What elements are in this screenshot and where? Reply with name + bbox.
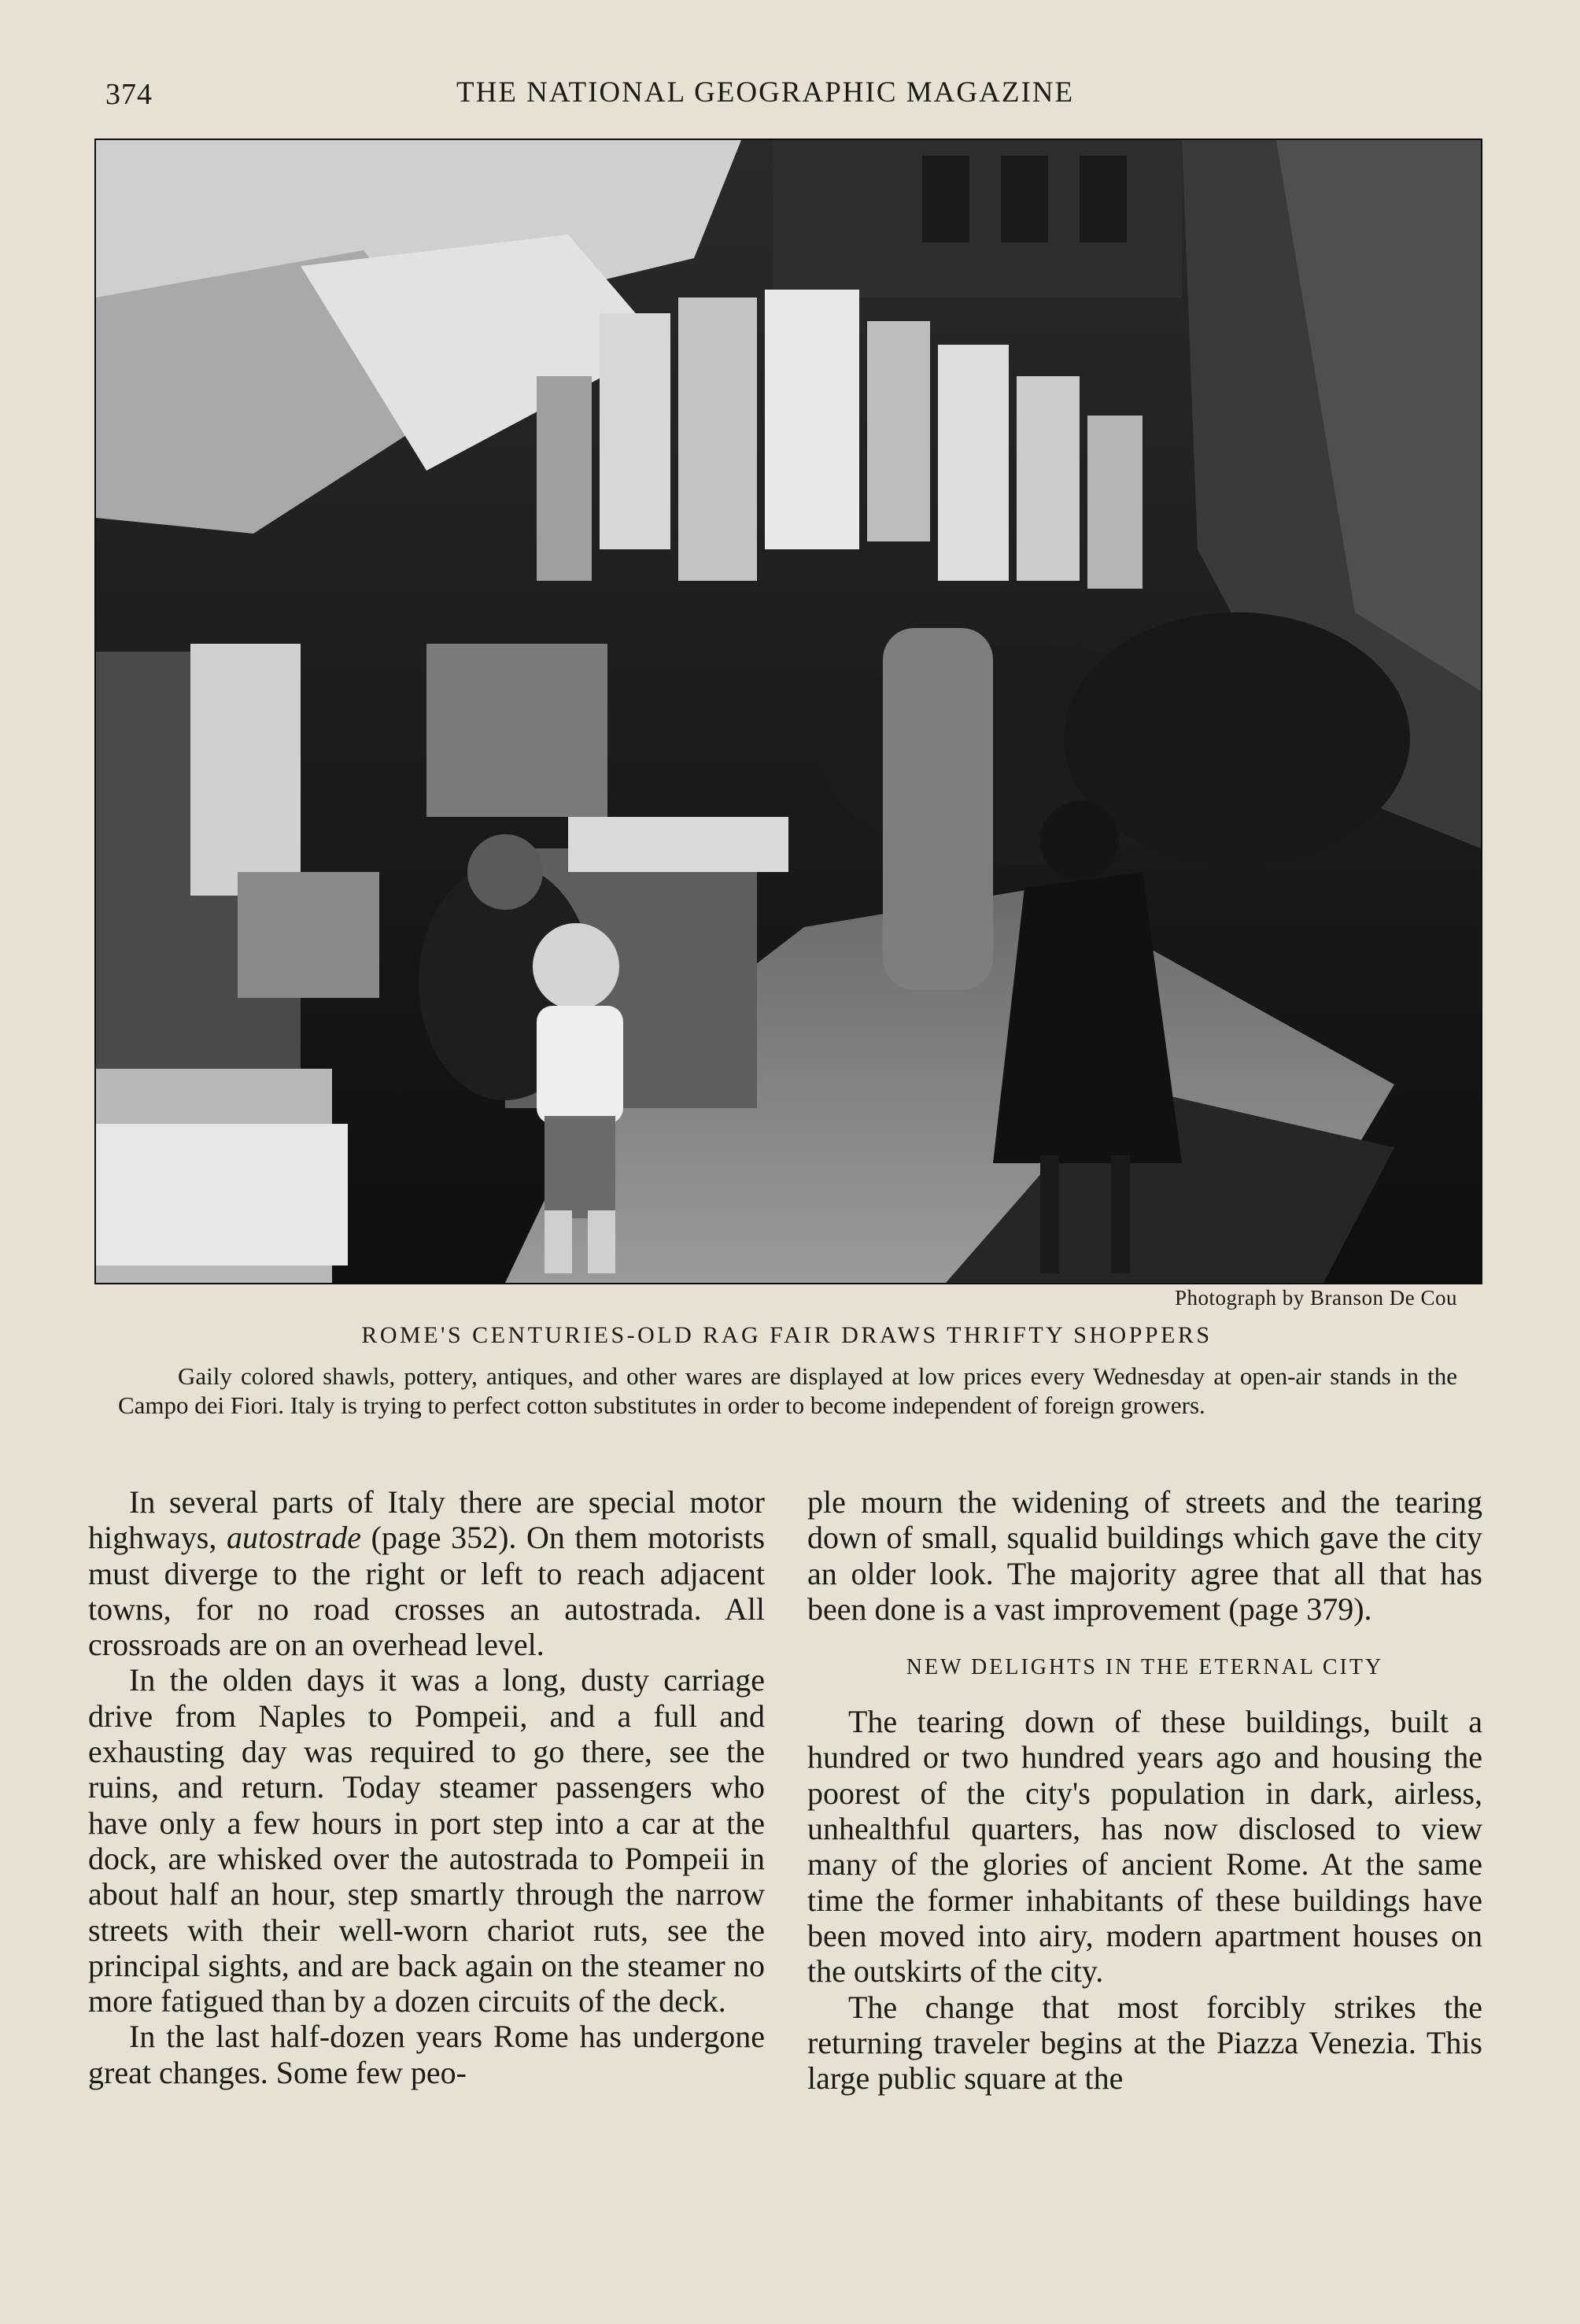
paragraph-text: (page 352). On them motorists must diverge to the right or left to reach adjacent towns, for no road crosses an autostrada. All crossroads are on an overhead level. bbox=[88, 1520, 766, 1663]
caption-title: ROME'S CENTURIES-OLD RAG FAIR DRAWS THRIFTY SHOPPERS bbox=[361, 1322, 1213, 1348]
running-head: THE NATIONAL GEOGRAPHIC MAGAZINE bbox=[456, 76, 1075, 109]
paragraph-text: In several parts of Italy there are special motor highways, bbox=[88, 1484, 765, 1556]
text-column-left bbox=[88, 1484, 765, 2090]
italic-term: autostrade bbox=[226, 1520, 362, 1556]
market-photo-illustration bbox=[96, 140, 1481, 1283]
paragraph: In the olden days it was a long, dusty carriage drive from Naples to Pompeii, and a full and exhausting day was required to go there, see the ruins, and return. Today steamer passengers who have only a few hours in port step into a car at the dock, are whisked over the autostrada to Pompeii in about half an hour, step smartly through the narrow streets with their well-worn chariot ruts, see the principal sights, and are back again on the steamer no more fatigued than by a dozen circuits of the deck. bbox=[88, 1662, 765, 2019]
paragraph: The tearing down of these buildings, built a hundred or two hundred years ago and housing the poorest of the city's population in dark, airless, unhealthful quarters, has now disclosed to view many of the glories of ancient Rome. At the same time the former inhabitants of these buildings have been moved into airy, modern apartment houses on the outskirts of the city. bbox=[807, 1704, 1482, 1990]
paragraph: The change that most forcibly strikes the returning traveler begins at the Piazza Venezia. This large public square at the bbox=[807, 1989, 1482, 2097]
section-heading: NEW DELIGHTS IN THE ETERNAL CITY bbox=[906, 1655, 1384, 1680]
photo-credit: Photograph by Branson De Cou bbox=[1175, 1286, 1457, 1310]
text-column-right bbox=[807, 1484, 1482, 2096]
paragraph: In the last half-dozen years Rome has undergone great changes. Some few peo- bbox=[88, 2019, 765, 2090]
caption-body: Gaily colored shawls, pottery, antiques, and other wares are displayed at low prices every Wednesday at open-air stands in the Campo dei Fiori. Italy is trying to perfect cotton substitutes in order to become independent of foreign growers. bbox=[118, 1362, 1457, 1419]
market-photograph bbox=[94, 139, 1482, 1284]
page-number: 374 bbox=[105, 78, 153, 111]
paragraph: ple mourn the widening of streets and the tearing down of small, squalid buildings which gave the city an older look. The majority agree that all that has been done is a vast improvement (page 379). bbox=[807, 1484, 1482, 1627]
paragraph bbox=[88, 1484, 765, 1662]
